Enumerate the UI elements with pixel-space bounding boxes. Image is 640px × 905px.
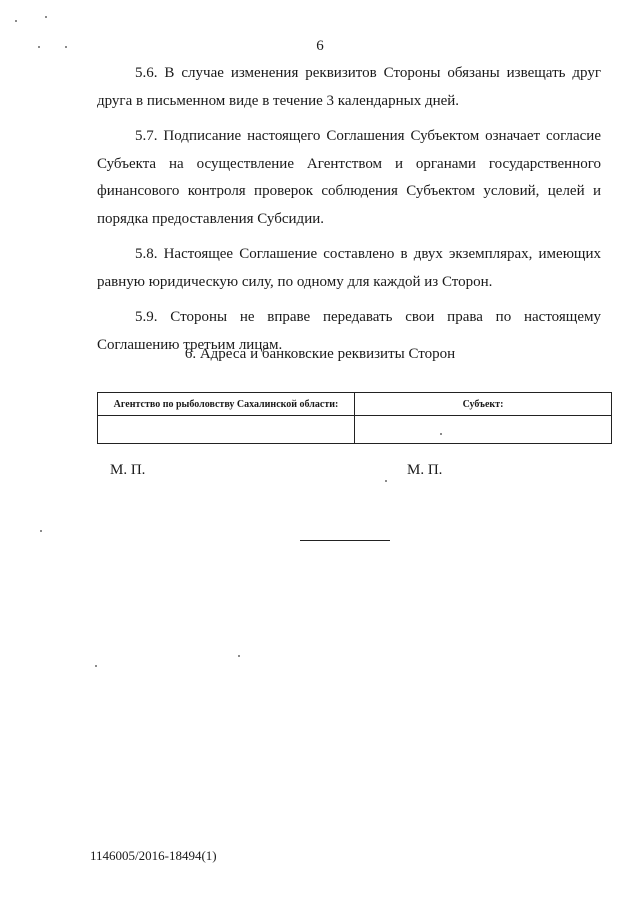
seal-placeholder-subject: М. П. xyxy=(407,462,443,478)
scan-speck xyxy=(38,46,40,48)
subject-requisites-cell xyxy=(355,416,612,444)
scan-speck xyxy=(95,665,97,667)
table-header-row xyxy=(98,393,612,416)
header-agency: Агентство по рыболовству Сахалинской области: xyxy=(98,393,355,416)
end-divider-line xyxy=(300,540,390,541)
scan-speck xyxy=(15,20,17,22)
page-number: 6 xyxy=(316,38,324,54)
scan-speck xyxy=(45,16,47,18)
seal-placeholder-agency: М. П. xyxy=(110,462,146,478)
table-row xyxy=(98,416,612,444)
agency-requisites-cell xyxy=(98,416,355,444)
section-title: 6. Адреса и банковские реквизиты Сторон xyxy=(184,346,456,362)
scan-speck xyxy=(440,433,442,435)
clause-5-9: 5.9. Стороны не вправе передавать свои права по настоящему Соглашению третьим лицам. xyxy=(97,309,601,353)
agreement-clauses xyxy=(97,60,601,367)
clause-5-6: 5.6. В случае изменения реквизитов Стороны обязаны извещать друг друга в письменном виде в течение 3 календарных дней. xyxy=(97,65,601,109)
requisites-table xyxy=(97,392,612,444)
scan-speck xyxy=(238,655,240,657)
document-id: 1146005/2016-18494(1) xyxy=(90,848,217,863)
scan-speck xyxy=(385,480,387,482)
header-subject: Субъект: xyxy=(355,393,612,416)
scan-speck xyxy=(65,46,67,48)
clause-5-7: 5.7. Подписание настоящего Соглашения Субъектом означает согласие Субъекта на осуществление Агентством и органами государственного финансового контроля проверок соблюдения Субъектом условий, целей и порядка предоставления Субсидии. xyxy=(97,128,601,227)
clause-5-8: 5.8. Настоящее Соглашение составлено в двух экземплярах, имеющих равную юридическую силу, по одному для каждой из Сторон. xyxy=(97,246,601,290)
scan-speck xyxy=(40,530,42,532)
